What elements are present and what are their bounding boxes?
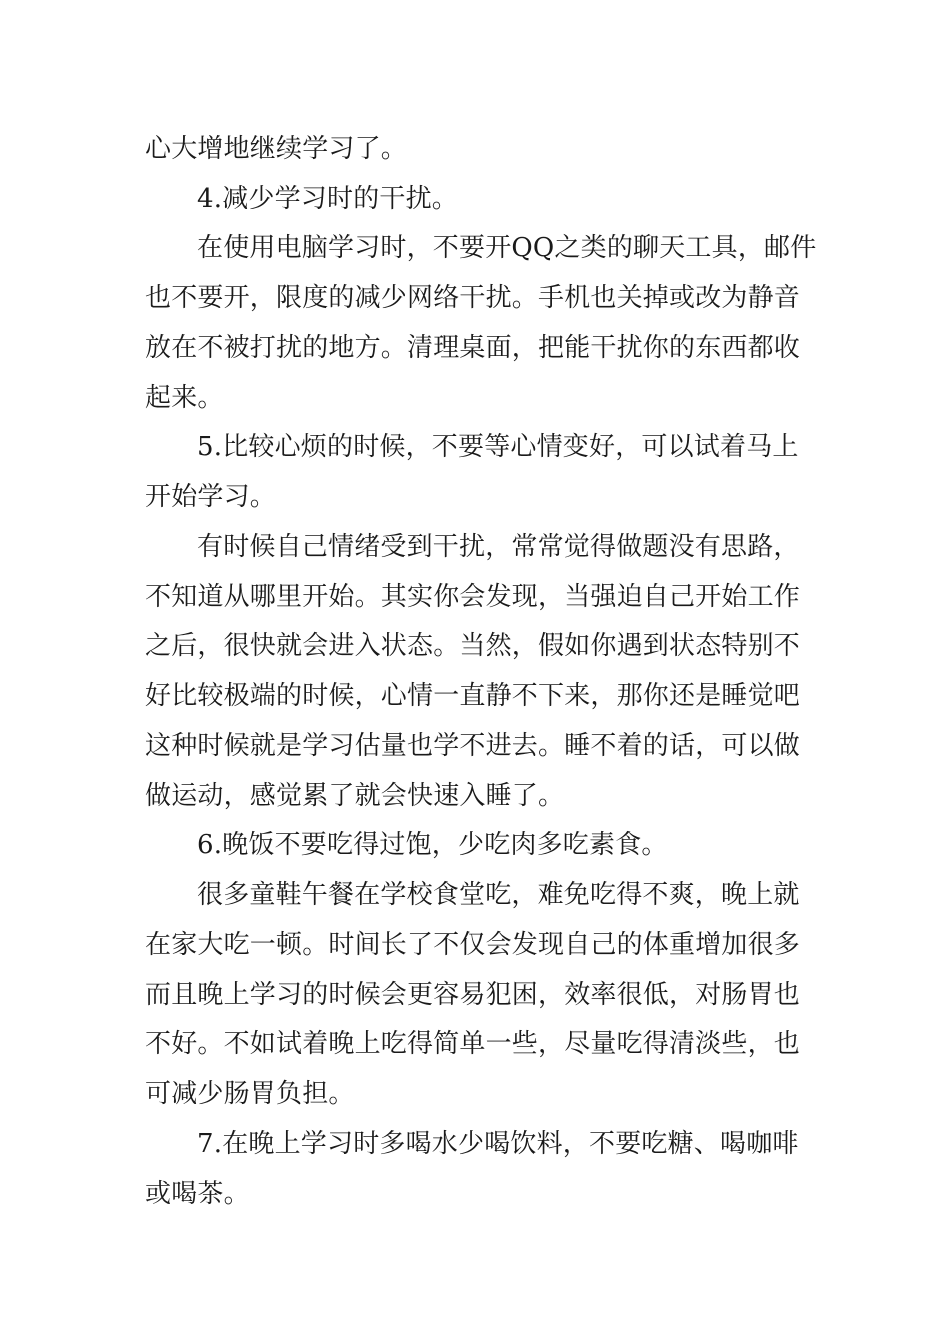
section-heading: 或喝茶。 [145,1179,250,1209]
text-line: 有时候自己情绪受到干扰，常常觉得做题没有思路， [197,532,800,562]
text-line: 这种时候就是学习估量也学不进去。睡不着的话，可以做 [145,731,801,761]
section-heading: 4.减少学习时的干扰。 [197,184,459,214]
section-heading: 7.在晚上学习时多喝水少喝饮料，不要吃糖、喝咖啡 [197,1129,799,1159]
section-heading: 6.晚饭不要吃得过饱，少吃肉多吃素食。 [197,830,668,860]
text-line: 做运动，感觉累了就会快速入睡了。 [145,781,565,811]
section-heading: 开始学习。 [145,482,277,512]
section-heading: 5.比较心烦的时候，不要等心情变好，可以试着马上 [197,432,799,462]
text-line: 好比较极端的时候，心情一直静不下来，那你还是睡觉吧 [145,681,801,711]
text-line: 也不要开，限度的减少网络干扰。手机也关掉或改为静音 [145,283,801,313]
text-line: 不好。不如试着晚上吃得简单一些，尽量吃得清淡些，也 [145,1029,801,1059]
text-line: 可减少肠胃负担。 [145,1079,355,1109]
text-line: 心大增地继续学习了。 [145,134,408,164]
text-line: 起来。 [145,383,224,413]
text-line: 很多童鞋午餐在学校食堂吃，难免吃得不爽，晚上就 [197,880,800,910]
text-line: 之后，很快就会进入状态。当然，假如你遇到状态特别不 [145,631,801,661]
text-line: 在使用电脑学习时，不要开QQ之类的聊天工具，邮件 [197,233,817,263]
text-line: 在家大吃一顿。时间长了不仅会发现自己的体重增加很多 [145,930,801,960]
text-line: 放在不被打扰的地方。清理桌面，把能干扰你的东西都收 [145,333,801,363]
text-line: 不知道从哪里开始。其实你会发现，当强迫自己开始工作 [145,582,801,612]
text-line: 而且晚上学习的时候会更容易犯困，效率很低，对肠胃也 [145,980,801,1010]
